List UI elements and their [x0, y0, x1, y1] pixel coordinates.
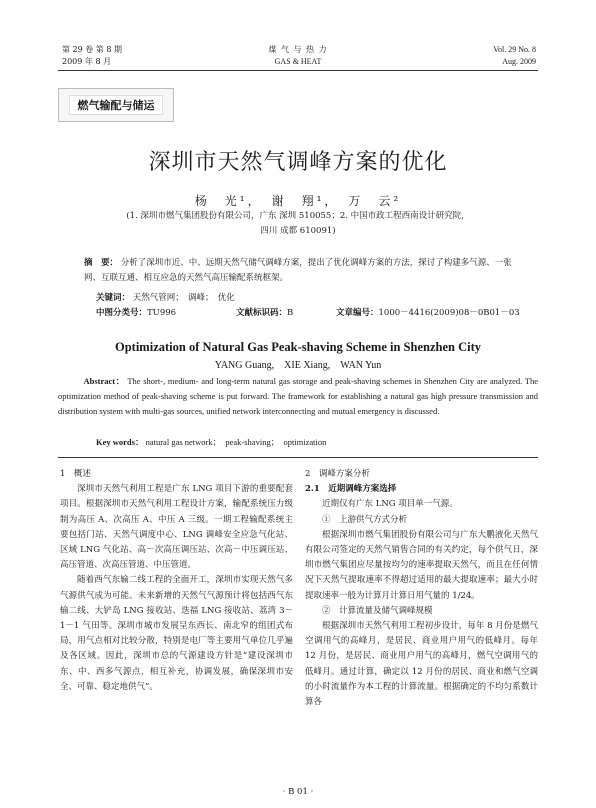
header-date-cn: 2009 年 8 月	[62, 57, 112, 66]
abstract-cn	[84, 256, 512, 286]
header-journal-cn: 煤 气 与 热 力	[268, 45, 328, 54]
affiliation-line-2: 四川 成都 610091)	[260, 226, 336, 236]
paragraph: 根据深圳市天然气利用工程初步设计，每年 8 月份是燃气空调用气的高峰月，是居民、商业用户用气的低峰月。每年 12 月份，是居民、商业用户用气的高峰月，燃气空调用气的低峰月。通过计算，确定以 12 月份的居民、商业和燃气空调的小时流量作为本工程的计算流量。根据确定的不均匀系数计算各	[305, 621, 538, 708]
header-volume-cn: 第 29 卷 第 8 期	[62, 45, 122, 54]
abstract-text-en: The short-, medium- and long-term natural gas storage and peak-shaving schemes in Shenzhen City are analyzed. The optimization method of peak-shaving scheme is put forward. The framework for establishing a natural gas high pressure transmission and distribution system with multi-gas sources, unified network interconnecting and mutual emergency is discussed.	[58, 376, 538, 416]
abstract-en	[58, 374, 538, 419]
article-no-label: 文章编号：	[336, 308, 379, 318]
subsection-2-heading: ② 计算流量及储气调峰规模	[322, 605, 433, 616]
clc-label: 中图分类号：	[96, 308, 148, 318]
page-number: · B 01 ·	[282, 787, 314, 797]
authors-en: YANG Guang, XIE Xiang, WAN Yun	[214, 360, 382, 371]
authors-cn: 杨 光¹， 谢 翔¹， 万 云²	[194, 194, 402, 208]
affiliation-cn	[60, 209, 536, 239]
keywords-cn	[96, 291, 235, 303]
page-title-cn: 深圳市天然气调峰方案的优化	[148, 150, 448, 175]
article-no-value: 1000－4416(2009)08－0B01－03	[378, 308, 520, 318]
keywords-label-cn: 关键词：	[96, 293, 131, 303]
classification-row	[96, 306, 526, 318]
column-badge	[58, 88, 174, 122]
keywords-label-en: Key words：	[96, 437, 144, 447]
keywords-text-cn: 天然气管网； 调峰； 优化	[132, 293, 235, 303]
doc-code-value: B	[287, 308, 294, 318]
keywords-en	[96, 436, 326, 448]
affiliation-line-1: (1. 深圳市燃气集团股份有限公司，广东 深圳 510055；2. 中国市政工程西南设计研究院，	[126, 211, 470, 221]
header-rule	[58, 70, 538, 71]
subsection-1-heading: ① 上游供气方式分析	[322, 514, 408, 525]
section-2-1-heading: 2.1 近期调峰方案选择	[305, 484, 397, 495]
column-badge-label: 燃气输配与储运	[69, 95, 163, 115]
section-rule	[58, 457, 538, 458]
paragraph: 深圳市天然气利用工程是广东 LNG 项目下游的重要配套项目。根据深圳市天然气利用工程设计方案，输配系统压力级制为高压 A、次高压 A、中压 A 三级。一期工程输配系统主要包括门站、天然气调度中心、LNG 调峰安全应急气化站、区域 LNG 气化站、高－次高压调压站、次高－中压调压站、高压管道、次高压管道、中压管道。	[60, 484, 293, 571]
header-date-en: Aug. 2009	[502, 57, 536, 66]
header-journal-en: GAS & HEAT	[274, 57, 322, 66]
section-1-heading: 1 概述	[60, 469, 91, 479]
paragraph: 根据深圳市燃气集团股份有限公司与广东大鹏液化天然气有限公司签定的天然气销售合同的有关约定，每个供气日，深圳市燃气集团应尽量按均匀的速率提取天然气，而且在任何情况下天然气提取速率不得超过适用的最大提取速率；最大小时提取速率一般为计算月计算日用气量的 1/24。	[305, 529, 538, 601]
paragraph: 近期仅有广东 LNG 项目单一气源。	[322, 499, 458, 510]
page-title-en: Optimization of Natural Gas Peak-shaving Scheme in Shenzhen City	[115, 340, 481, 354]
clc-value: TU996	[147, 308, 177, 318]
right-column	[305, 467, 538, 710]
header-volume-en: Vol. 29 No. 8	[493, 45, 536, 54]
abstract-label-en: Abstract：	[83, 376, 125, 386]
abstract-label-cn: 摘 要：	[84, 258, 119, 268]
doc-code-label: 文献标识码：	[236, 308, 288, 318]
section-2-heading: 2 调峰方案分析	[305, 469, 370, 479]
left-column	[60, 467, 293, 695]
keywords-text-en: natural gas network； peak-shaving； optimization	[145, 437, 327, 447]
abstract-text-cn: 分析了深圳市近、中、远期天然气储气调峰方案，提出了优化调峰方案的方法，探讨了构建多气源、一张网、互联互通、相互应急的天然气高压输配系统框架。	[84, 258, 512, 283]
paragraph: 随着西气东输二线工程的全面开工，深圳市实现天然气多气源供气成为可能。未来新增的天然气气源预计将包括西气东输二线、大铲岛 LNG 接收站、迭福 LNG 接收站、荔湾 3－1－1 气田等。深圳市城市发展呈东西长、南北窄的组团式布局，用气点相对比较分散，特别是电厂等主要用气单位几乎遍及各区域。因此，深圳市总的气源建设方针是“建设深圳市东、中、西多气源点，相互补充，协调发展，确保深圳市安全、可靠、稳定地供气”。	[60, 575, 293, 692]
